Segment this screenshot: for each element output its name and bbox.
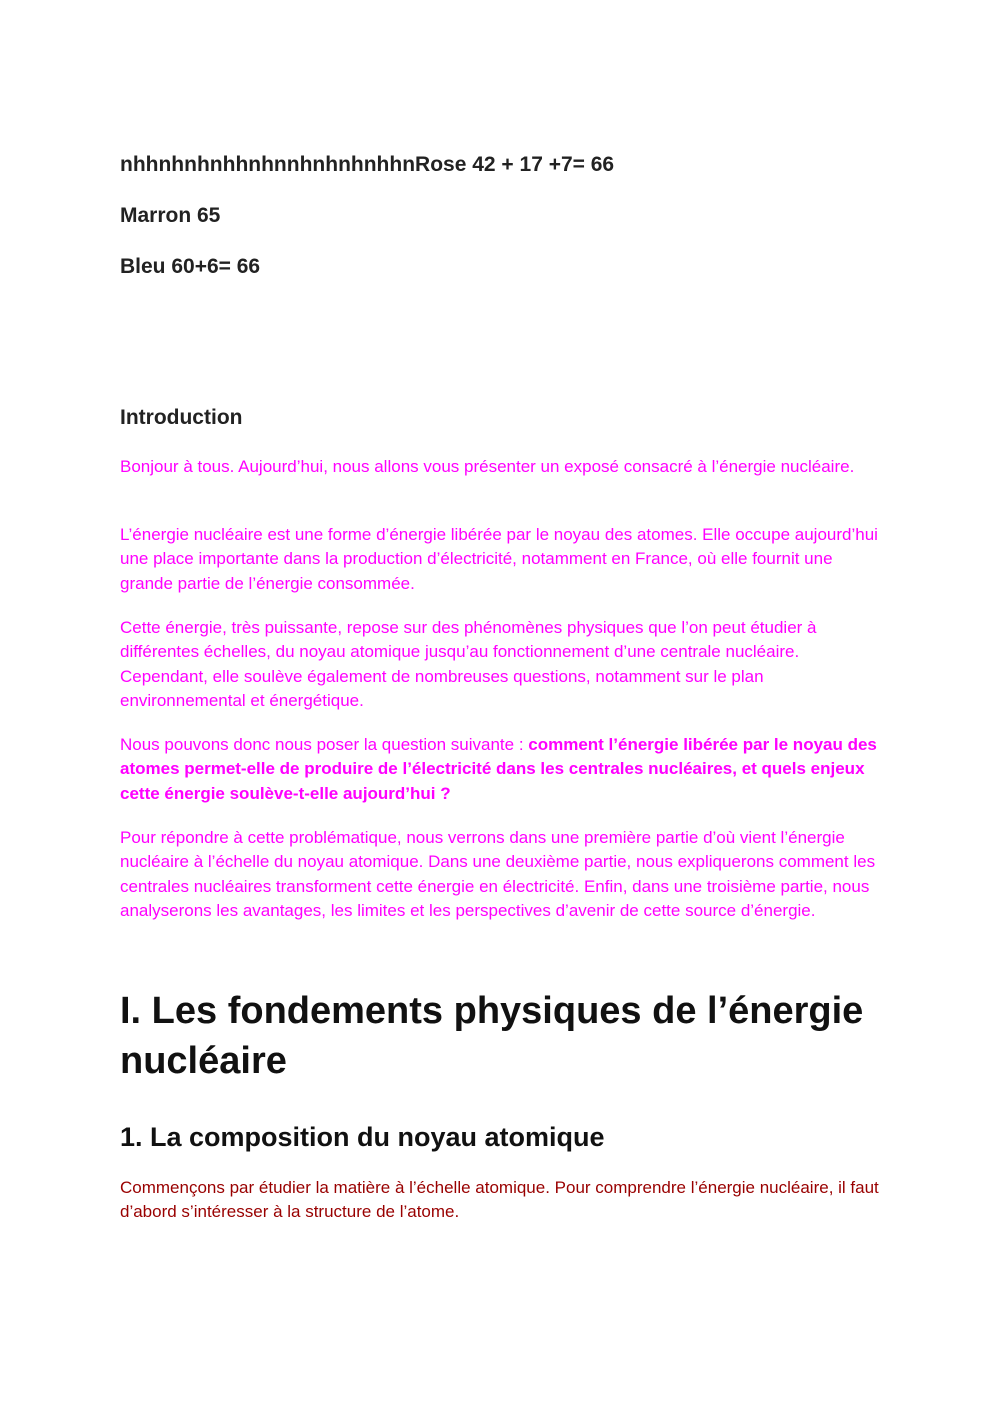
problematique-lead: Nous pouvons donc nous poser la question suivante : [120, 735, 529, 754]
section-1-title: I. Les fondements physiques de l’énergie nucléaire [120, 990, 864, 1082]
subsection-1-title: 1. La composition du noyau atomique [120, 1122, 605, 1152]
intro-paragraph-1: Bonjour à tous. Aujourd’hui, nous allons vous présenter un exposé consacré à l’énergie nucléaire. [120, 457, 855, 476]
intro-paragraph-4 [120, 733, 880, 806]
problematique-question: comment l’énergie libérée par le noyau des atomes permet-elle de produire de l’électricité dans les centrales nucléaires, et quels enjeux cette énergie soulève-t-elle aujourd’hui ? [120, 735, 877, 803]
note-line-bleu: Bleu 60+6= 66 [120, 255, 261, 278]
intro-paragraph-2: L’énergie nucléaire est une forme d’énergie libérée par le noyau des atomes. Elle occupe aujourd’hui une place importante dans la production d’électricité, notamment en France, où elle fournit une grande partie de l’énergie consommée. [120, 525, 878, 593]
subsection-1-paragraph: Commençons par étudier la matière à l’échelle atomique. Pour comprendre l’énergie nucléaire, il faut d’abord s’intéresser à la structure de l’atome. [120, 1178, 879, 1222]
note-line-marron: Marron 65 [120, 204, 221, 227]
intro-paragraph-5: Pour répondre à cette problématique, nous verrons dans une première partie d’où vient l’énergie nucléaire à l’échelle du noyau atomique. Dans une deuxième partie, nous expliquerons comment les centrales nucléaires transforment cette énergie en électricité. Enfin, dans une troisième partie, nous analyserons les avantages, les limites et les perspectives d’avenir de cette source d’énergie. [120, 828, 876, 920]
note-line-rose: nhhnhnhnhhnhnnhnhnhnhhnRose 42 + 17 +7= 66 [120, 153, 615, 176]
intro-paragraph-3: Cette énergie, très puissante, repose sur des phénomènes physiques que l’on peut étudier à différentes échelles, du noyau atomique jusqu’au fonctionnement d’une centrale nucléaire. Cependant, elle soulève également de nombreuses questions, notamment sur le plan environnemental et énergétique. [120, 618, 817, 710]
introduction-heading: Introduction [120, 406, 243, 429]
